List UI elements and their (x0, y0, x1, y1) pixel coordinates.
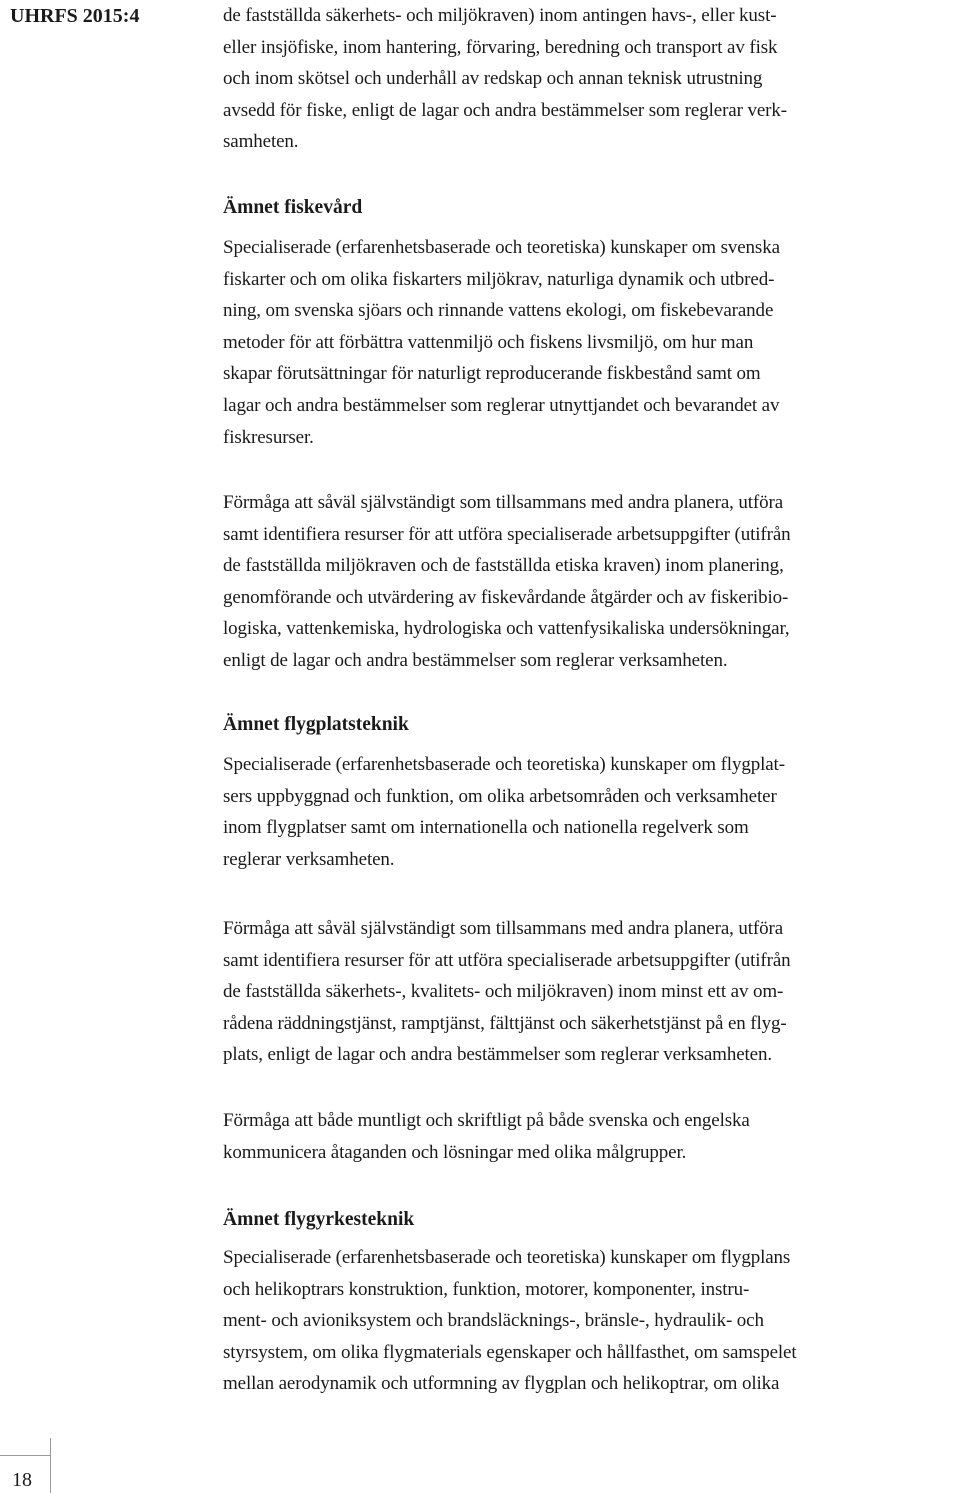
section-heading: Ämnet flygplatsteknik (223, 714, 409, 735)
text-line: rådena räddningstjänst, ramptjänst, fälttjänst och säkerhetstjänst på en flyg- (223, 1012, 787, 1034)
text-line: avsedd för fiske, enligt de lagar och andra bestämmelser som reglerar verk- (223, 99, 787, 121)
text-line: och inom skötsel och underhåll av redskap och annan teknisk utrustning (223, 68, 763, 90)
text-line: samheten. (223, 131, 299, 153)
document-code: UHRFS 2015:4 (10, 5, 140, 27)
footer-rule-horizontal (0, 1455, 50, 1456)
text-line: Förmåga att såväl självständigt som tillsammans med andra planera, utföra (223, 918, 784, 939)
text-line: fiskarter och om olika fiskarters miljökrav, naturliga dynamik och utbred- (223, 268, 775, 290)
text-line: kommunicera åtaganden och lösningar med olika målgrupper. (223, 1141, 687, 1163)
text-line: enligt de lagar och andra bestämmelser som reglerar verksamheten. (223, 649, 728, 671)
paragraph (223, 913, 791, 1071)
section-heading: Ämnet flygyrkesteknik (223, 1209, 415, 1230)
footer-rule-vertical (50, 1438, 51, 1493)
text-line: och helikoptrars konstruktion, funktion, motorer, komponenter, instru- (223, 1278, 750, 1300)
text-line: logiska, vattenkemiska, hydrologiska och vattenfysikaliska undersökningar, (223, 618, 790, 640)
paragraph (223, 749, 785, 875)
text-line: de fastställda miljökraven och de fastställda etiska kraven) inom planering, (223, 555, 784, 577)
text-line: fiskresurser. (223, 426, 314, 448)
text-line: Specialiserade (erfarenhetsbaserade och teoretiska) kunskaper om flygplat- (223, 754, 785, 775)
text-line: ning, om svenska sjöars och rinnande vattens ekologi, om fiskebevarande (223, 300, 774, 322)
paragraph (223, 0, 787, 158)
text-line: de fastställda säkerhets- och miljökraven) inom antingen havs-, eller kust- (223, 5, 777, 26)
text-line: Specialiserade (erfarenhetsbaserade och teoretiska) kunskaper om flygplans (223, 1247, 791, 1268)
text-line: plats, enligt de lagar och andra bestämmelser som reglerar verksamheten. (223, 1044, 773, 1066)
text-line: samt identifiera resurser för att utföra specialiserade arbetsuppgifter (utifrån (223, 949, 791, 971)
text-line: Förmåga att både muntligt och skriftligt på både svenska och engelska (223, 1110, 750, 1131)
text-line: eller insjöfiske, inom hantering, förvaring, beredning och transport av fisk (223, 36, 778, 58)
paragraph (223, 1105, 750, 1168)
text-line: mellan aerodynamik och utformning av flygplan och helikoptrar, om olika (223, 1373, 780, 1395)
text-line: sers uppbyggnad och funktion, om olika arbetsområden och verksamheter (223, 785, 777, 807)
section-heading: Ämnet fiskevård (223, 197, 363, 218)
text-line: styrsystem, om olika flygmaterials egenskaper och hållfasthet, om samspelet (223, 1341, 797, 1363)
paragraph (223, 232, 780, 453)
text-line: ment- och avioniksystem och brandsläcknings-, bränsle-, hydraulik- och (223, 1310, 764, 1332)
text-line: samt identifiera resurser för att utföra specialiserade arbetsuppgifter (utifrån (223, 523, 791, 545)
text-line: Förmåga att såväl självständigt som tillsammans med andra planera, utföra (223, 492, 784, 513)
text-line: Specialiserade (erfarenhetsbaserade och teoretiska) kunskaper om svenska (223, 237, 780, 258)
paragraph (223, 1242, 797, 1400)
page-number: 18 (12, 1469, 32, 1491)
text-line: skapar förutsättningar för naturligt reproducerande fiskbestånd samt om (223, 363, 761, 385)
text-line: metoder för att förbättra vattenmiljö och fiskens livsmiljö, om hur man (223, 331, 754, 353)
text-line: lagar och andra bestämmelser som reglerar utnyttjandet och bevarandet av (223, 394, 780, 416)
text-line: genomförande och utvärdering av fiskevårdande åtgärder och av fiskeribio- (223, 586, 789, 608)
text-line: de fastställda säkerhets-, kvalitets- och miljökraven) inom minst ett av om- (223, 981, 784, 1003)
text-line: inom flygplatser samt om internationella och nationella regelverk som (223, 817, 749, 839)
text-line: reglerar verksamheten. (223, 848, 395, 870)
paragraph (223, 487, 791, 677)
